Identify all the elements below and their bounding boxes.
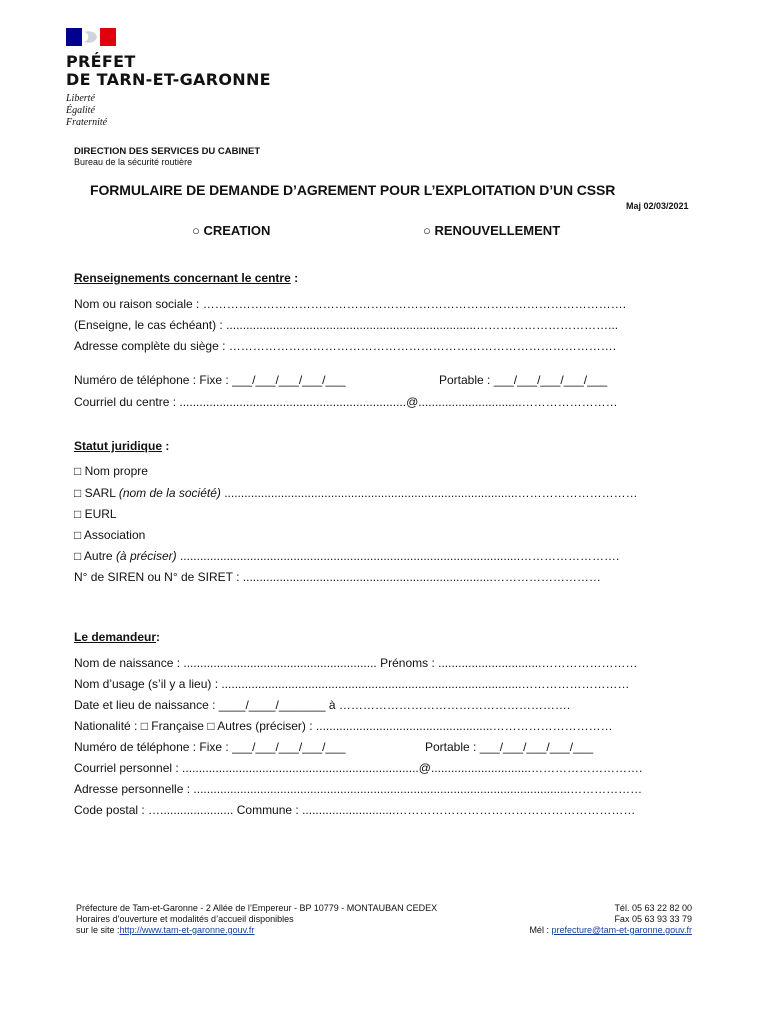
field-nom-naissance-prenoms[interactable]: Nom de naissance : .......................................................... Prénoms : ...............................…………………… bbox=[74, 656, 638, 670]
field-demandeur-tel-portable[interactable]: Portable : ___/___/___/___/___ bbox=[425, 740, 594, 754]
marianne-logo bbox=[66, 28, 116, 46]
footer-mel-prefix: Mél : bbox=[529, 925, 552, 935]
motto bbox=[66, 93, 107, 129]
field-centre-tel-portable[interactable]: Portable : ___/___/___/___/___ bbox=[439, 373, 608, 387]
autre-hint: (à préciser) bbox=[115, 549, 177, 563]
section-centre-colon: : bbox=[290, 271, 299, 285]
field-demandeur-tel-fixe[interactable]: Numéro de téléphone : Fixe : ___/___/___/___/___ bbox=[74, 740, 346, 754]
footer-site bbox=[76, 925, 437, 936]
field-siren-siret[interactable]: N° de SIREN ou N° de SIRET : ...........................................................................……………………… bbox=[74, 570, 601, 584]
checkbox-sarl[interactable] bbox=[74, 486, 638, 500]
field-adresse-siege[interactable]: Adresse complète du siège : ……………………………………………………………………………………. bbox=[74, 339, 617, 353]
direction-label: DIRECTION DES SERVICES DU CABINET bbox=[74, 146, 261, 157]
footer-left bbox=[76, 903, 437, 936]
bureau-label: Bureau de la sécurité routière bbox=[74, 157, 193, 167]
field-enseigne[interactable]: (Enseigne, le cas échéant) : ...........................................................................……………………………... bbox=[74, 318, 619, 332]
section-statut-colon: : bbox=[162, 439, 170, 453]
checkbox-eurl[interactable]: □ EURL bbox=[74, 507, 117, 521]
footer-hours: Horaires d’ouverture et modalités d’accueil disponibles bbox=[76, 914, 294, 924]
footer-site-prefix: sur le site : bbox=[76, 925, 120, 935]
form-title: FORMULAIRE DE DEMANDE D’AGREMENT POUR L’EXPLOITATION D’UN CSSR bbox=[90, 182, 616, 198]
section-statut-heading bbox=[74, 437, 169, 455]
option-creation[interactable]: ○ CREATION bbox=[192, 223, 271, 238]
footer-address: Préfecture de Tam-et-Garonne - 2 Allée de l’Empereur - BP 10779 - MONTAUBAN CEDEX bbox=[76, 903, 438, 913]
update-date: Maj 02/03/2021 bbox=[626, 201, 689, 211]
sarl-hint: (nom de la société) bbox=[118, 486, 221, 500]
footer-right bbox=[529, 903, 692, 936]
checkbox-nom-propre[interactable]: □ Nom propre bbox=[74, 464, 148, 478]
section-demandeur-colon: : bbox=[156, 630, 161, 644]
org-name-line2: DE TARN-ET-GARONNE bbox=[66, 70, 271, 89]
field-code-postal-commune[interactable]: Code postal : …...................... Commune : ............................…………………………………………………… bbox=[74, 803, 636, 817]
section-centre-title: Renseignements concernant le centre bbox=[74, 271, 291, 285]
field-centre-courriel[interactable]: Courriel du centre : ....................................................................@...............................…………………… bbox=[74, 395, 618, 409]
field-courriel-personnel[interactable]: Courriel personnel : .......................................................................@..............................………………………. bbox=[74, 761, 643, 775]
sarl-label: □ SARL bbox=[74, 486, 119, 500]
email-link[interactable]: prefecture@tam-et-garonne.gouv.fr bbox=[551, 925, 692, 935]
motto-egalite: Égalité bbox=[66, 105, 95, 116]
checkbox-association[interactable]: □ Association bbox=[74, 528, 146, 542]
website-link[interactable]: http://www.tam-et-garonne.gouv.fr bbox=[119, 925, 255, 935]
field-nom-usage[interactable]: Nom d’usage (s’il y a lieu) : ..........................................................................................……………………… bbox=[74, 677, 630, 691]
checkbox-autre[interactable] bbox=[74, 549, 619, 563]
motto-liberte: Liberté bbox=[66, 93, 95, 104]
field-nationalite[interactable]: Nationalité : □ Française □ Autres (préciser) : .....................................................………………………… bbox=[74, 719, 613, 733]
footer-mel bbox=[529, 925, 692, 936]
motto-fraternite: Fraternité bbox=[66, 117, 108, 128]
section-centre-heading bbox=[74, 269, 298, 287]
field-nom-raison-sociale[interactable]: Nom ou raison sociale : ……………………………………………………………………………………………. bbox=[74, 297, 627, 311]
field-date-lieu-naissance[interactable]: Date et lieu de naissance : ____/____/_______ à …………………………………………………. bbox=[74, 698, 571, 712]
section-demandeur-title: Le demandeur bbox=[74, 630, 157, 644]
section-demandeur-heading bbox=[74, 628, 160, 646]
autre-label: □ Autre bbox=[74, 549, 116, 563]
section-statut-title: Statut juridique bbox=[74, 439, 162, 453]
option-renouvellement[interactable]: ○ RENOUVELLEMENT bbox=[423, 223, 561, 238]
field-adresse-personnelle[interactable]: Adresse personnelle : .................................................................................................................……………… bbox=[74, 782, 643, 796]
footer-fax: Fax 05 63 93 33 79 bbox=[614, 914, 692, 924]
org-name-line1: PRÉFET bbox=[66, 52, 136, 71]
autre-dots: ......................................................................................................……………………. bbox=[176, 549, 620, 563]
field-centre-tel-fixe[interactable]: Numéro de téléphone : Fixe : ___/___/___/___/___ bbox=[74, 373, 346, 387]
sarl-dots: ........................................................................................………………………… bbox=[220, 486, 638, 500]
footer-tel: Tél. 05 63 22 82 00 bbox=[614, 903, 692, 913]
